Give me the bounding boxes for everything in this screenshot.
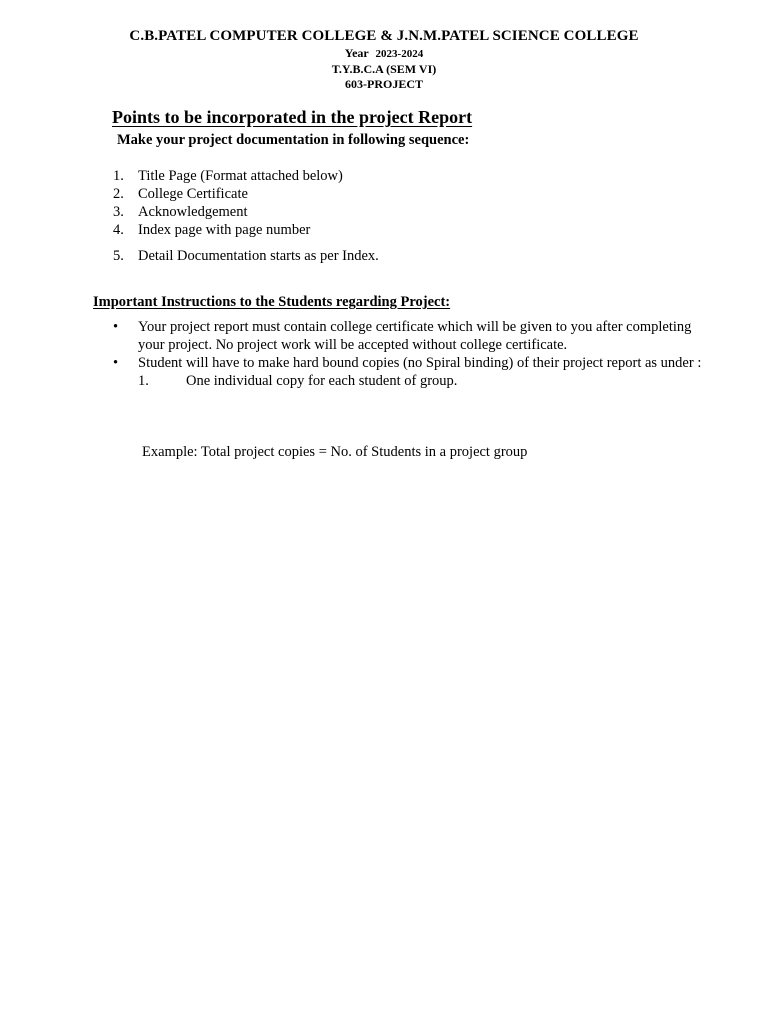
- bullet-icon: •: [113, 355, 119, 371]
- sequence-list: [113, 167, 379, 265]
- sub-list-item-text: One individual copy for each student of group.: [186, 373, 458, 389]
- sub-list-item: [138, 372, 713, 390]
- list-item-text: Detail Documentation starts as per Index.: [138, 248, 379, 264]
- list-item-text: Index page with page number: [138, 222, 311, 238]
- college-name: C.B.PATEL COMPUTER COLLEGE & J.N.M.PATEL SCIENCE COLLEGE: [129, 28, 639, 44]
- list-item-text: Title Page (Format attached below): [138, 168, 343, 184]
- list-item-number: 1.: [113, 168, 124, 184]
- bullet-text-body: Student will have to make hard bound copies (no Spiral binding) of their project report as under :: [138, 355, 702, 371]
- instructions-title: Important Instructions to the Students regarding Project:: [93, 294, 451, 310]
- list-item: [113, 221, 379, 239]
- bullet-text: [138, 354, 713, 390]
- list-item-text: College Certificate: [138, 186, 248, 202]
- class-line: T.Y.B.C.A (SEM VI): [331, 62, 437, 76]
- sub-list-item-number: 1.: [138, 373, 149, 389]
- list-item-text: Acknowledgement: [138, 204, 248, 220]
- list-item: [113, 185, 379, 203]
- list-item-number: 2.: [113, 186, 124, 202]
- bullet-text: Your project report must contain college certificate which will be given to you after completing your project. No project work will be accepted without college certificate.: [138, 319, 692, 353]
- list-item-number: 5.: [113, 248, 124, 264]
- bullet-item: [113, 318, 713, 354]
- instructions-list: [113, 318, 713, 390]
- subject-line: 603-PROJECT: [345, 77, 423, 91]
- example-text: Example: Total project copies = No. of Students in a project group: [142, 444, 528, 460]
- main-title: Points to be incorporated in the project Report: [112, 107, 473, 127]
- year-value: 2023-2024: [375, 48, 424, 60]
- bullet-icon: •: [113, 319, 119, 335]
- year-label: Year: [344, 46, 369, 60]
- sequence-title: Make your project documentation in following sequence:: [117, 132, 470, 148]
- list-item-number: 4.: [113, 222, 124, 238]
- list-item-number: 3.: [113, 204, 124, 220]
- list-item: [113, 247, 379, 265]
- list-item: [113, 203, 379, 221]
- list-item: [113, 167, 379, 185]
- document-header: [0, 27, 768, 92]
- bullet-item: [113, 354, 713, 390]
- year-line: [0, 46, 768, 62]
